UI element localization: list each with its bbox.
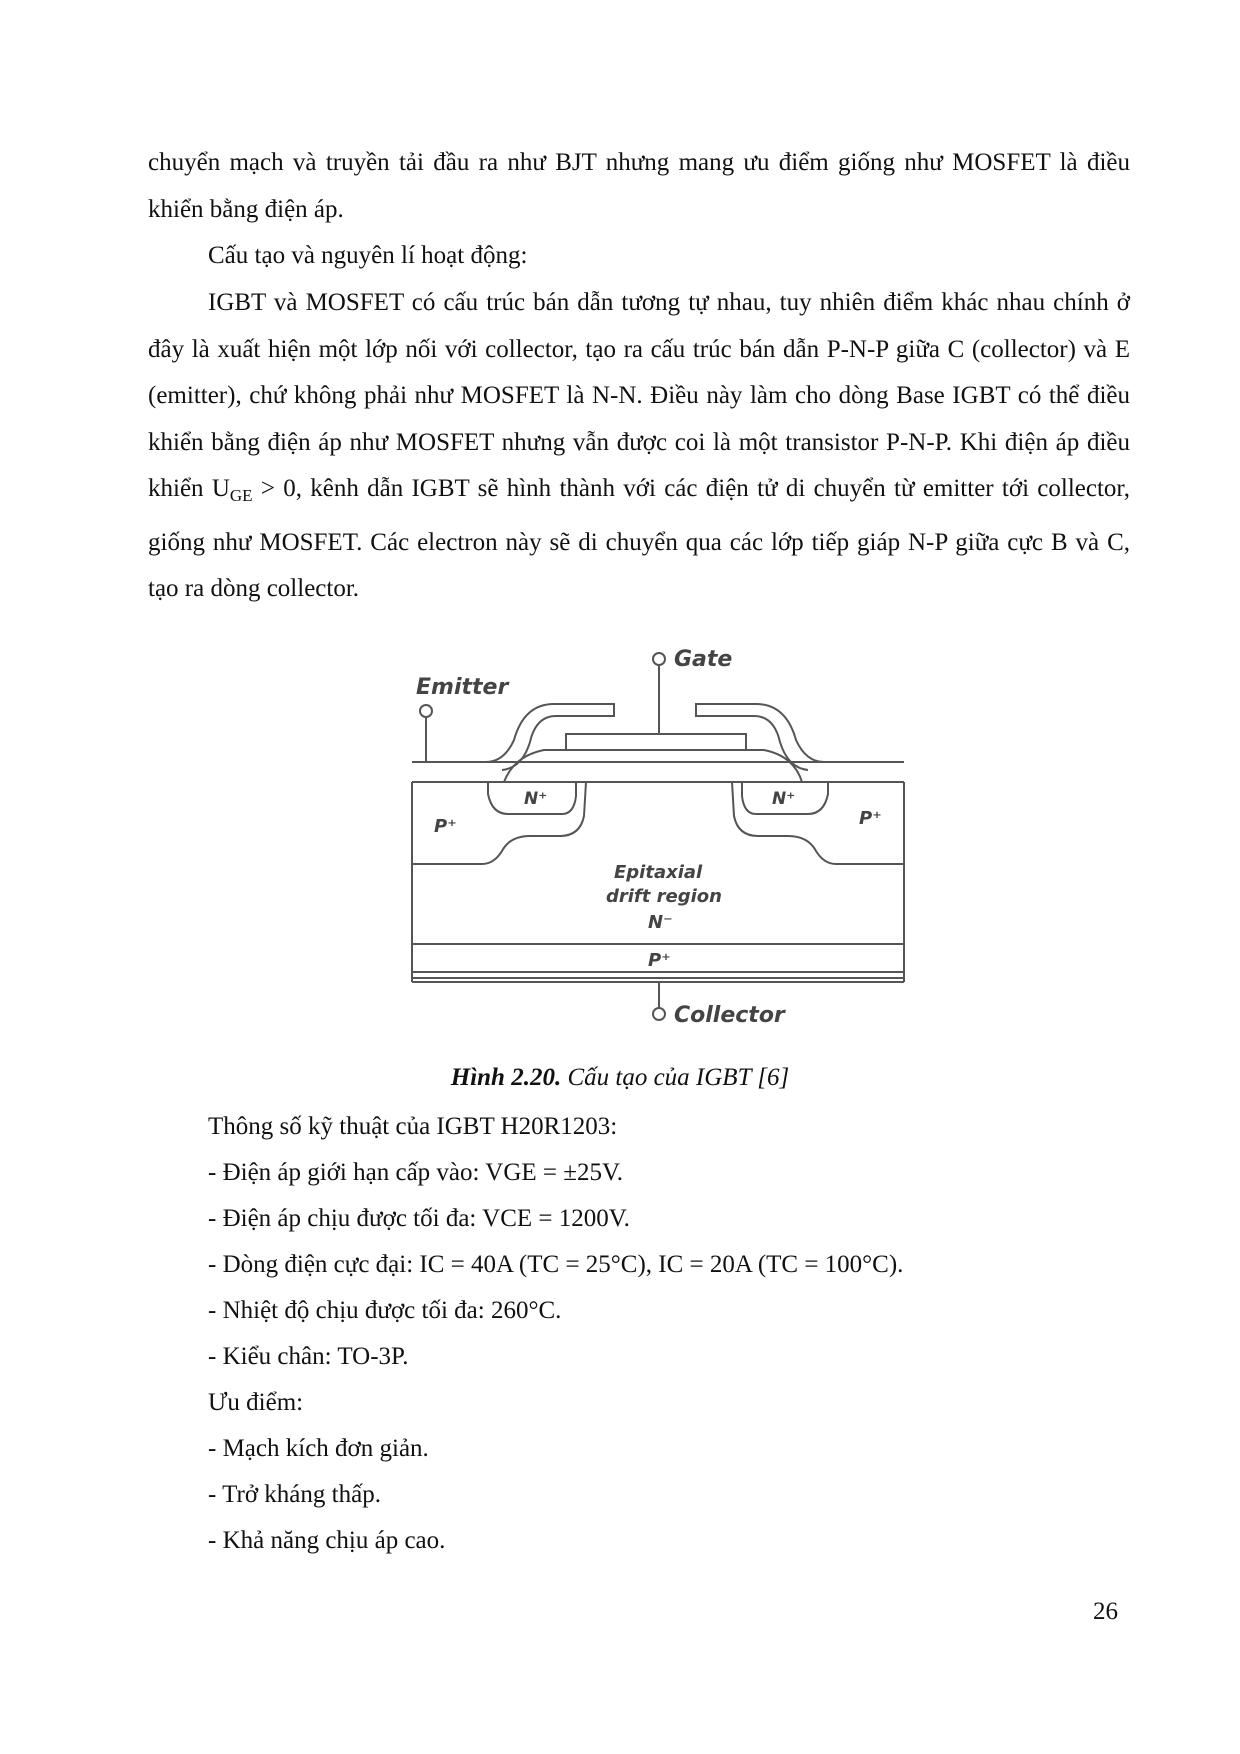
n-minus-label: N⁻ <box>648 912 673 933</box>
figure-number: Hình 2.20. <box>450 1064 562 1091</box>
spec-item: - Dòng điện cực đại: IC = 40A (TC = 25°C), IC = 20A (TC = 100°C). <box>208 1251 904 1278</box>
paragraph-structure-body <box>148 280 1130 613</box>
spec-item: - Điện áp giới hạn cấp vào: VGE = ±25V. <box>208 1159 624 1186</box>
figure-title: Cấu tạo của IGBT [6] <box>561 1064 790 1091</box>
right-n-plus-label: N⁺ <box>772 789 796 809</box>
collector-label: Collector <box>674 1003 785 1028</box>
left-n-plus-label: N⁺ <box>524 789 548 809</box>
advantage-item: - Trở kháng thấp. <box>208 1481 381 1508</box>
gate-label: Gate <box>674 647 733 672</box>
figure-caption <box>0 1058 1240 1098</box>
page-number: 26 <box>1093 1598 1118 1625</box>
advantages-title: Ưu điểm: <box>208 1389 304 1416</box>
specs-title: Thông số kỹ thuật của IGBT H20R1203: <box>208 1113 618 1140</box>
right-p-plus-label: P⁺ <box>859 808 882 829</box>
igbt-structure-diagram <box>404 646 924 1034</box>
paragraph-structure-text-b: > 0, kênh dẫn IGBT sẽ hình thành với các điện tử di chuyển từ emitter tới collector, giống như MOSFET. Các electron này sẽ di chuyển qua các lớp tiếp giáp N-P giữa cực B và C, tạo ra dòng collector. <box>148 475 1130 602</box>
paragraph-intro: chuyển mạch và truyền tải đầu ra như BJT nhưng mang ưu điểm giống như MOSFET là điều khiển bằng điện áp. <box>148 149 1130 223</box>
advantage-item: - Mạch kích đơn giản. <box>208 1435 429 1462</box>
spec-item: - Nhiệt độ chịu được tối đa: 260°C. <box>208 1297 562 1324</box>
collector-p-plus-label: P⁺ <box>648 950 671 971</box>
paragraph-structure-heading: Cấu tạo và nguyên lí hoạt động: <box>208 242 528 269</box>
paragraph-structure-text-a: IGBT và MOSFET có cấu trúc bán dẫn tương tự nhau, tuy nhiên điểm khác nhau chính ở đây là xuất hiện một lớp nối với collector, tạo ra cấu trúc bán dẫn P-N-P giữa C (collector) và E (emitter), chứ không phải như MOSFET là N-N. Điều này làm cho dòng Base IGBT có thể điều khiển bằng điện áp như MOSFET nhưng vẫn được coi là một transistor P-N-P. Khi điện áp điều khiển U <box>148 289 1130 502</box>
uge-subscript: GE <box>229 486 253 505</box>
spec-item: - Kiểu chân: TO-3P. <box>208 1343 409 1370</box>
drift-region-label: drift region <box>606 886 722 907</box>
spec-item: - Điện áp chịu được tối đa: VCE = 1200V. <box>208 1205 630 1232</box>
epitaxial-label: Epitaxial <box>614 862 703 883</box>
advantage-item: - Khả năng chịu áp cao. <box>208 1527 446 1554</box>
left-p-plus-label: P⁺ <box>434 816 457 837</box>
emitter-label: Emitter <box>416 675 509 700</box>
